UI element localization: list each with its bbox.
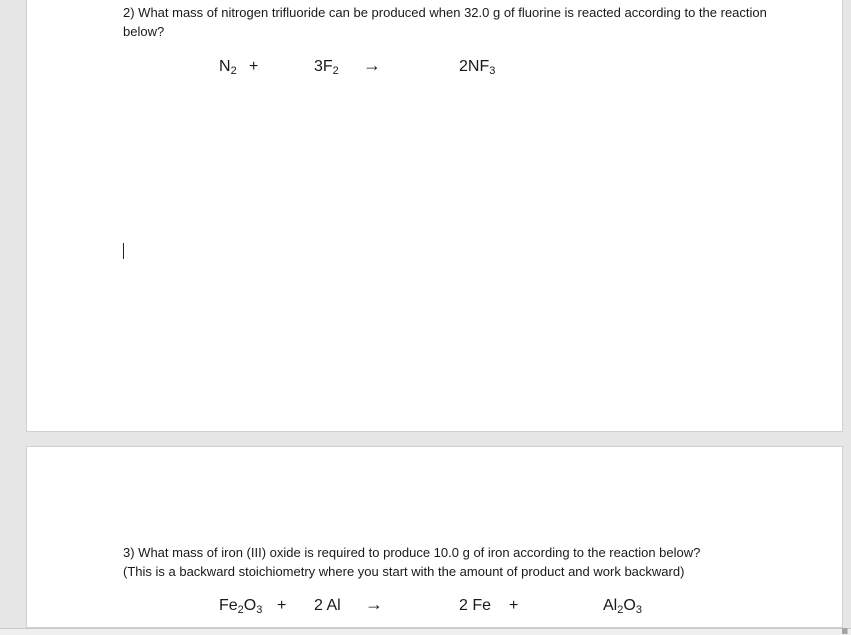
- equation-3-reactant-1: $Fe_2O_3$: [219, 597, 263, 616]
- document-page-1[interactable]: [26, 0, 843, 432]
- equation-3-product-2: $Al_2O_3$: [603, 597, 642, 616]
- question-3-line-2: (This is a backward stoichiometry where you start with the amount of product and work backward): [123, 564, 685, 579]
- question-3-text: [123, 543, 783, 581]
- equation-3-plus-2: +: [509, 597, 519, 614]
- document-page-2[interactable]: [26, 446, 843, 628]
- reaction-arrow-icon: →: [363, 55, 381, 75]
- question-2-prompt: 2) What mass of nitrogen trifluoride can be produced when 32.0 g of fluorine is reacted according to the reaction below?: [123, 5, 767, 39]
- equation-2-reactant-1: $N_2$: [219, 58, 237, 77]
- equation-3-plus-1: +: [277, 597, 287, 614]
- text-cursor: [123, 243, 124, 259]
- equation-2-plus: +: [249, 58, 259, 75]
- equation-2-product: $2NF_3$: [459, 58, 496, 77]
- reaction-arrow-icon: →: [365, 594, 383, 614]
- equation-3-product-1: 2 Fe: [459, 597, 492, 614]
- question-3-line-1: 3) What mass of iron (III) oxide is required to produce 10.0 g of iron according to the reaction below?: [123, 545, 701, 560]
- equation-3-reactant-2: 2 Al: [314, 597, 341, 614]
- equation-2-reactant-2: $3F_2$: [314, 58, 339, 77]
- layout-icon[interactable]: ▦: [841, 628, 848, 635]
- question-2-text: [123, 3, 783, 41]
- status-strip: [0, 628, 851, 635]
